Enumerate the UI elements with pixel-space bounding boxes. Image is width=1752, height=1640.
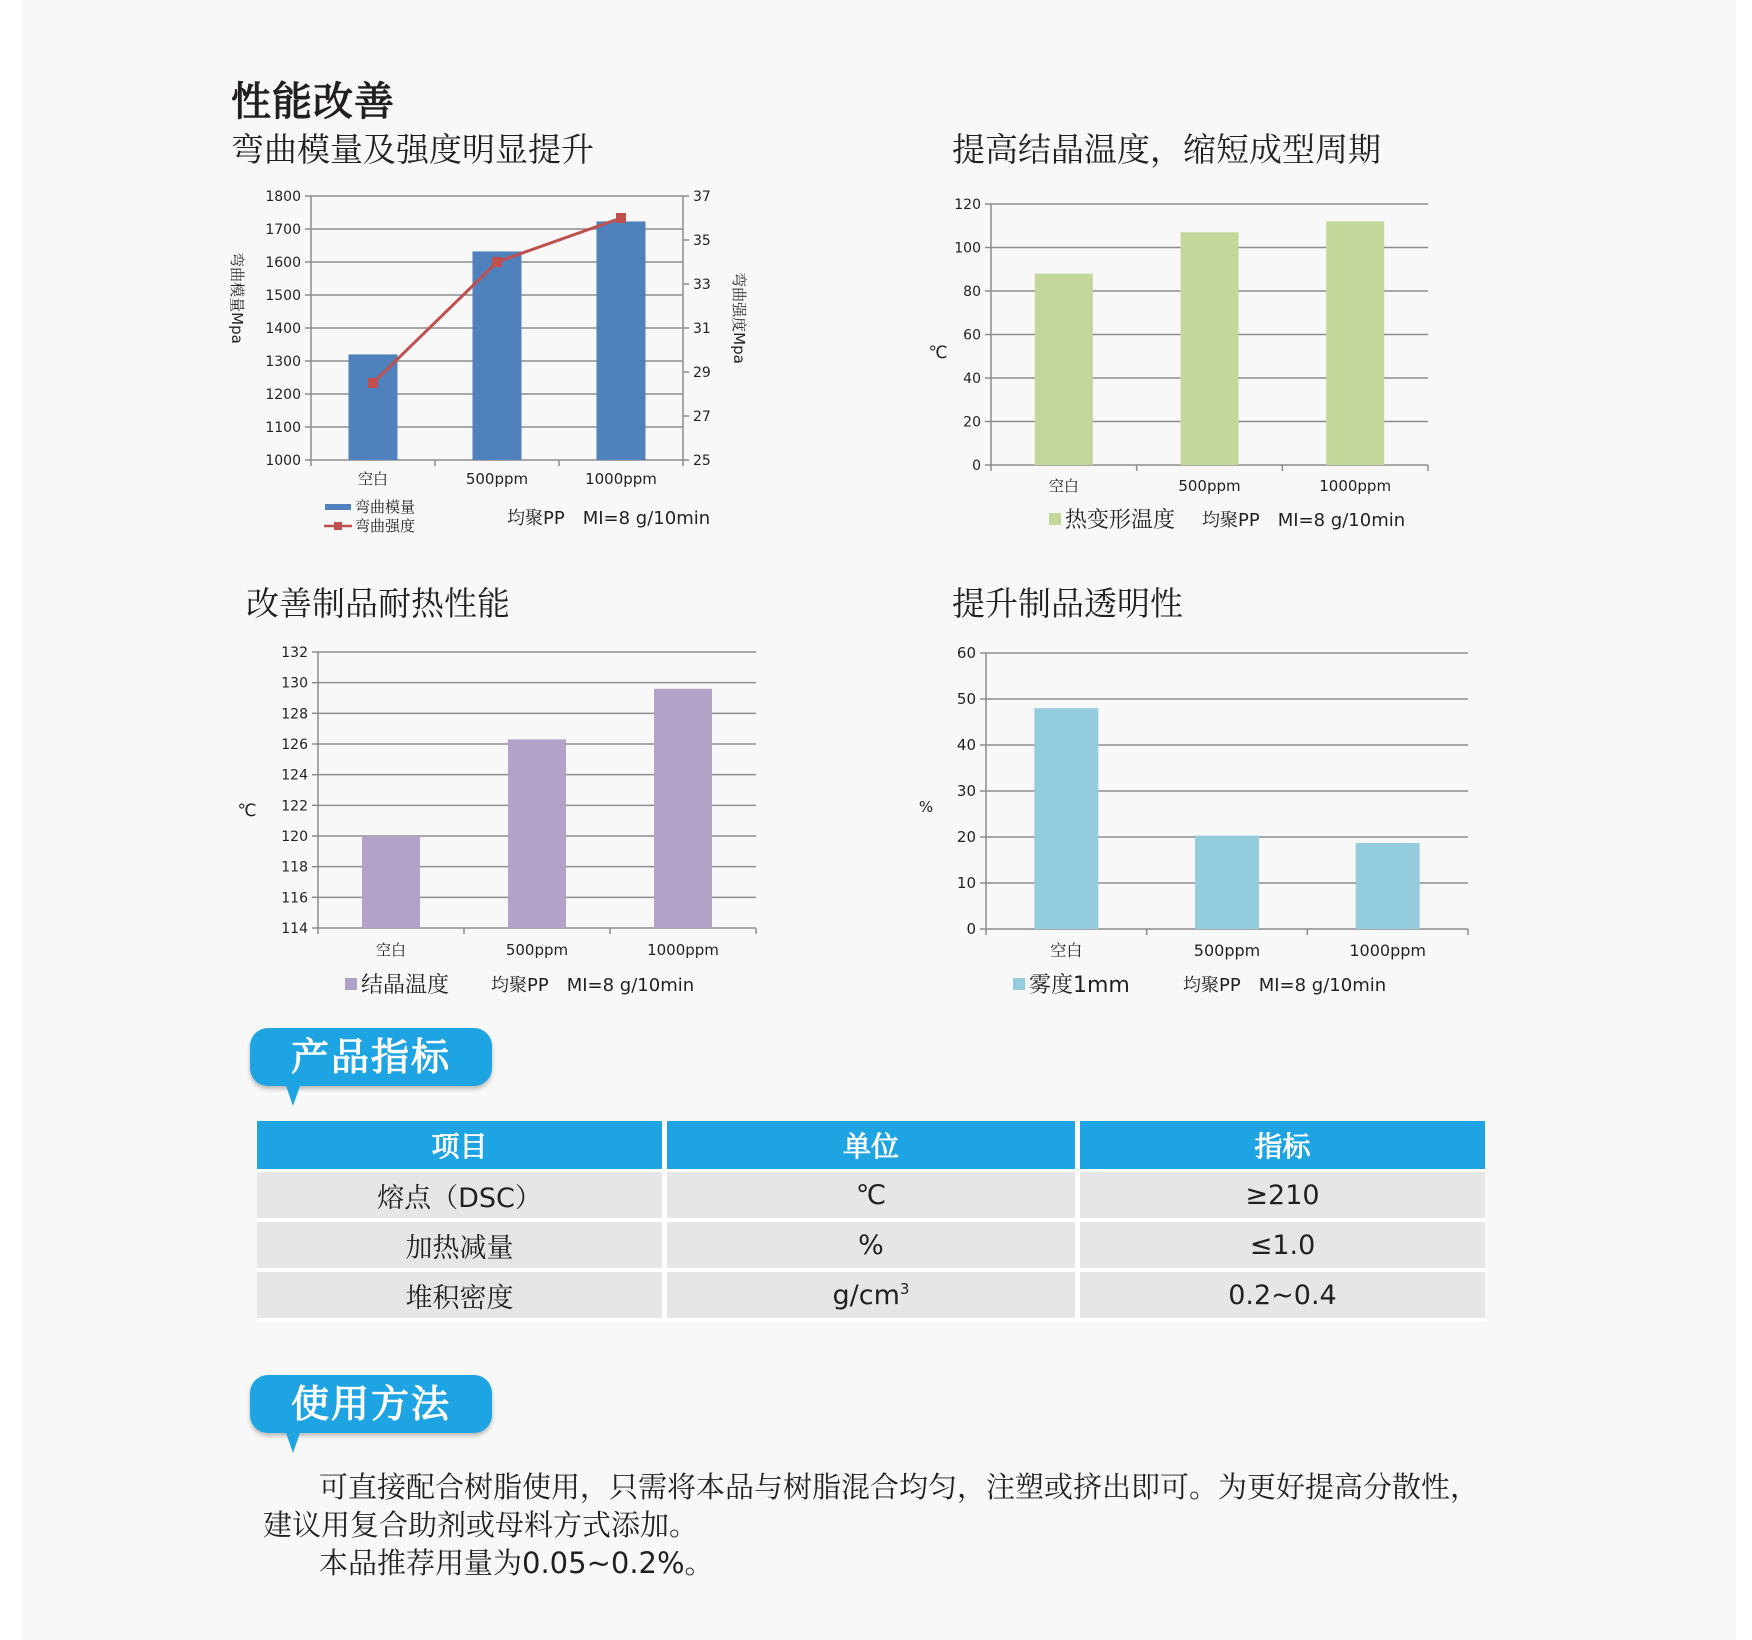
spec-header-row bbox=[257, 1121, 1485, 1172]
flex-ytick-label: 1500 bbox=[265, 288, 301, 304]
spec-header-item: 项目 bbox=[257, 1121, 667, 1172]
crystal-category-label: 空白 bbox=[1048, 477, 1079, 495]
crystal-bar bbox=[1181, 232, 1239, 465]
usage-line-2: 建议用复合助剂或母料方式添加。 bbox=[263, 1508, 699, 1542]
heat-ylabel: ℃ bbox=[237, 801, 257, 821]
legend-label-hdt: 热变形温度 bbox=[1065, 508, 1176, 533]
spec-cell-item: 堆积密度 bbox=[257, 1272, 667, 1322]
flex-y2tick-label: 27 bbox=[693, 409, 711, 425]
heat-ytick-label: 126 bbox=[281, 737, 308, 753]
legend-swatch-tc bbox=[345, 978, 357, 990]
haze-ytick-label: 0 bbox=[966, 920, 976, 938]
spec-header-value: 指标 bbox=[1080, 1121, 1485, 1172]
spec-cell-value: 0.2~0.4 bbox=[1080, 1272, 1485, 1322]
haze-ytick-label: 50 bbox=[956, 690, 976, 708]
heat-ytick-label: 116 bbox=[281, 890, 308, 907]
heat-ytick-label: 114 bbox=[281, 921, 308, 937]
spec-badge bbox=[250, 1028, 492, 1088]
spec-cell-unit: ℃ bbox=[667, 1172, 1080, 1222]
spec-cell-value: ≥210 bbox=[1080, 1172, 1485, 1222]
flex-ytick-label: 1400 bbox=[265, 321, 301, 337]
heat-ytick-label: 124 bbox=[281, 767, 308, 784]
crystal-ylabel: ℃ bbox=[928, 343, 948, 363]
flex-y2tick-label: 29 bbox=[693, 365, 711, 381]
haze-bar bbox=[1034, 708, 1098, 929]
spec-row bbox=[257, 1172, 1485, 1222]
heat-category-label: 1000ppm bbox=[647, 941, 719, 959]
haze-category-label: 空白 bbox=[1050, 941, 1083, 960]
flex-y2tick-label: 37 bbox=[693, 189, 711, 205]
usage-text bbox=[263, 1468, 1503, 1582]
haze-bar bbox=[1195, 836, 1259, 929]
crystal-ytick-label: 80 bbox=[963, 284, 981, 300]
heat-bar bbox=[362, 836, 420, 928]
crystal-bar bbox=[1035, 274, 1093, 465]
haze-bar bbox=[1356, 843, 1420, 929]
flex-ytick-label: 1600 bbox=[265, 255, 301, 271]
flex-ytick-label: 1800 bbox=[265, 189, 301, 205]
heat-ytick-label: 130 bbox=[281, 675, 308, 692]
haze-ytick-label: 30 bbox=[956, 782, 976, 800]
spec-cell-unit: % bbox=[667, 1222, 1080, 1272]
flex-ytick-label: 1300 bbox=[265, 354, 301, 370]
flex-category-label: 空白 bbox=[357, 470, 389, 488]
spec-cell-value: ≤1.0 bbox=[1080, 1222, 1485, 1272]
haze-ylabel: % bbox=[918, 798, 934, 816]
flex-y2tick-label: 33 bbox=[693, 277, 711, 293]
spec-unit-base: g/cm bbox=[832, 1279, 900, 1311]
legend-label-tc: 结晶温度 bbox=[361, 973, 450, 998]
section-title: 性能改善 bbox=[231, 79, 395, 125]
spec-row bbox=[257, 1222, 1485, 1272]
crystal-ytick-label: 20 bbox=[963, 414, 981, 431]
flex-chart-plot bbox=[265, 189, 710, 488]
legend-label-strength: 弯曲强度 bbox=[355, 517, 416, 535]
usage-badge bbox=[250, 1375, 492, 1435]
flex-ytick-label: 1700 bbox=[265, 222, 301, 238]
flex-y2tick-label: 35 bbox=[693, 233, 711, 249]
flex-ytick-label: 1200 bbox=[265, 387, 301, 403]
chart-title-heat: 改善制品耐热性能 bbox=[246, 584, 510, 623]
legend-swatch-hdt bbox=[1049, 513, 1061, 525]
spec-table bbox=[257, 1121, 1485, 1322]
crystal-ytick-label: 100 bbox=[954, 240, 981, 257]
heat-bar bbox=[654, 689, 712, 928]
flex-ytick-label: 1000 bbox=[265, 453, 301, 469]
flex-y2tick-label: 25 bbox=[693, 453, 711, 469]
haze-category-label: 500ppm bbox=[1193, 941, 1261, 960]
flex-bar bbox=[473, 251, 522, 460]
spec-header-unit: 单位 bbox=[667, 1121, 1080, 1172]
crystal-bar bbox=[1326, 221, 1384, 465]
spec-cell-unit bbox=[667, 1272, 1080, 1322]
heat-ytick-label: 128 bbox=[281, 706, 308, 723]
crystal-category-label: 1000ppm bbox=[1319, 477, 1392, 495]
haze-chart-plot bbox=[957, 644, 1468, 960]
flex-category-label: 500ppm bbox=[465, 470, 529, 488]
heat-category-label: 500ppm bbox=[505, 941, 569, 959]
haze-ytick-label: 20 bbox=[956, 828, 976, 846]
chart-title-haze: 提升制品透明性 bbox=[952, 584, 1183, 623]
heat-ytick-label: 120 bbox=[281, 829, 308, 845]
spec-row bbox=[257, 1272, 1485, 1322]
flex-bar bbox=[349, 354, 398, 460]
heat-bar bbox=[508, 739, 566, 928]
heat-chart-plot bbox=[281, 645, 756, 959]
heat-ytick-label: 118 bbox=[281, 859, 308, 876]
haze-category-label: 1000ppm bbox=[1349, 941, 1426, 960]
haze-ytick-label: 40 bbox=[956, 736, 976, 754]
flex-strength-point bbox=[368, 378, 378, 388]
spec-cell-item: 熔点（DSC） bbox=[257, 1172, 667, 1222]
flex-strength-point bbox=[492, 257, 502, 267]
chart-title-crystal: 提高结晶温度，缩短成型周期 bbox=[952, 130, 1381, 169]
crystal-ytick-label: 60 bbox=[963, 327, 981, 344]
spec-badge-label: 产品指标 bbox=[290, 1035, 451, 1079]
flex-category-label: 1000ppm bbox=[585, 470, 657, 488]
haze-ytick-label: 10 bbox=[956, 874, 976, 892]
heat-ytick-label: 122 bbox=[281, 798, 308, 815]
flex-ytick-label: 1100 bbox=[265, 420, 301, 436]
legend-label-modulus: 弯曲模量 bbox=[355, 498, 416, 516]
crystal-ytick-label: 120 bbox=[954, 197, 981, 213]
usage-badge-label: 使用方法 bbox=[290, 1382, 451, 1426]
legend-marker-strength bbox=[334, 522, 342, 530]
heat-category-label: 空白 bbox=[375, 941, 407, 959]
haze-note: 均聚PP MI=8 g/10min bbox=[1183, 975, 1387, 996]
legend-swatch-modulus bbox=[325, 504, 351, 510]
crystal-note: 均聚PP MI=8 g/10min bbox=[1202, 510, 1406, 531]
crystal-category-label: 500ppm bbox=[1178, 477, 1241, 495]
crystal-ytick-label: 0 bbox=[972, 458, 981, 474]
flex-strength-point bbox=[616, 213, 626, 223]
flex-y2tick-label: 31 bbox=[693, 321, 711, 337]
flex-y2label: 弯曲强度Mpa bbox=[730, 272, 748, 364]
spec-cell-item: 加热减量 bbox=[257, 1222, 667, 1272]
usage-line-1: 可直接配合树脂使用，只需将本品与树脂混合均匀，注塑或挤出即可。为更好提高分散性， bbox=[319, 1470, 1480, 1504]
haze-ytick-label: 60 bbox=[956, 644, 976, 662]
legend-swatch-haze bbox=[1013, 978, 1025, 990]
crystal-ytick-label: 40 bbox=[963, 371, 981, 387]
heat-note: 均聚PP MI=8 g/10min bbox=[491, 975, 695, 996]
flex-note: 均聚PP MI=8 g/10min bbox=[507, 508, 711, 529]
chart-title-flex: 弯曲模量及强度明显提升 bbox=[231, 130, 594, 169]
flex-ylabel: 弯曲模量Mpa bbox=[228, 252, 246, 344]
legend-label-haze: 雾度1mm bbox=[1029, 973, 1130, 998]
spec-unit-sup: 3 bbox=[899, 1279, 910, 1298]
flex-bar bbox=[597, 221, 646, 460]
usage-line-3: 本品推荐用量为0.05~0.2%。 bbox=[319, 1546, 714, 1580]
heat-ytick-label: 132 bbox=[281, 645, 308, 661]
crystal-chart-plot bbox=[954, 197, 1428, 495]
